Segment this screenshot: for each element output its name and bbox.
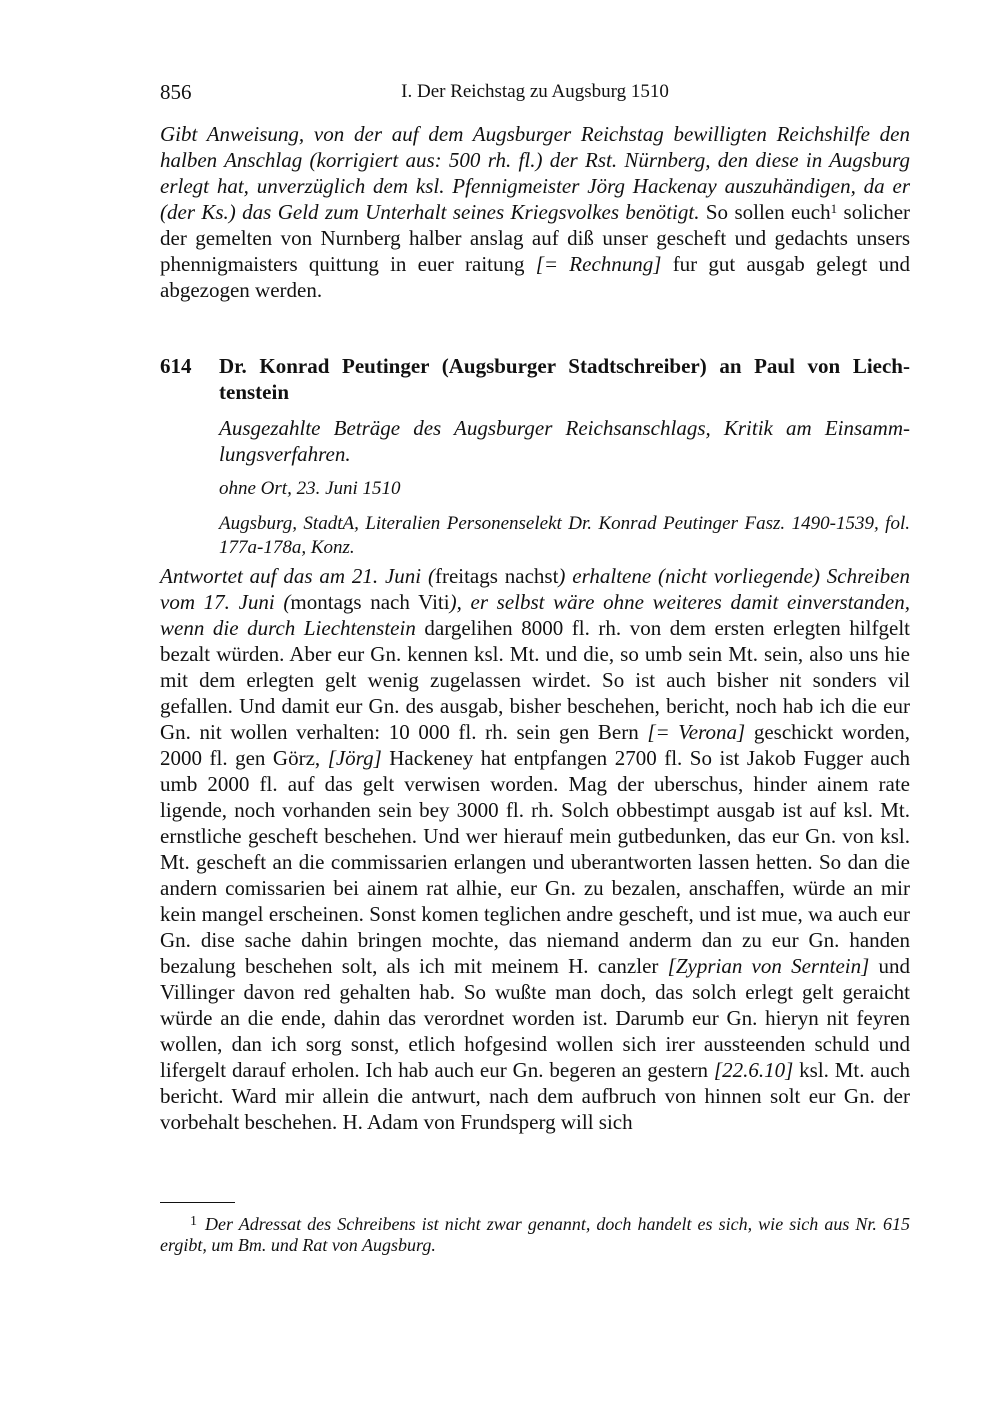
editorial-gloss: [Jörg]: [327, 746, 382, 770]
document-heading: [160, 353, 910, 560]
footnote-mark: 1: [190, 1214, 197, 1229]
page-header: [160, 80, 910, 108]
previous-text-1: So sollen euch: [705, 200, 831, 224]
document-regest: Ausgezahlte Beträge des Augsburger Reichsanschlags, Kritik am Einsammlungsverfahren.: [219, 416, 910, 466]
footnote: [160, 1211, 910, 1256]
editorial-gloss: [= Rechnung]: [535, 252, 662, 276]
previous-document-end: [160, 121, 910, 303]
document-body: [160, 563, 910, 1135]
footnote-text: Der Adressat des Schreibens ist nicht zwar genannt, doch handelt es sich, wie sich aus Nr. 615 ergibt, um Bm. und Rat von Augsburg.: [160, 1214, 910, 1255]
footnote-reference[interactable]: 1: [830, 201, 838, 216]
body-text-6: und Villinger davon red gehalten hab. So wußte man doch, das solch erlegt gelt geraicht würde an die ende, dahin das verordnet worden ist. Darumb eur Gn. hieryn nit feyren wollen, dan ich sorg sonst, etlich hofgesind wollen sich irer aussteenden schuld und lifergelt darauf erholen. Ich hab auch eur Gn. begeren an gestern: [160, 954, 911, 1082]
editorial-gloss: [Zyprian von Serntein]: [667, 954, 870, 978]
body-text: [160, 563, 910, 1135]
page-number: 856: [160, 80, 192, 104]
body-italic-3: ), er selbst wäre ohne weiteres damit einverstanden, wenn die durch Liechtenstein: [160, 590, 910, 640]
document-title: Dr. Konrad Peutinger (Augsburger Stadtschreiber) an Paul von Liechtenstein: [219, 354, 910, 404]
previous-summary: Gibt Anweisung, von der auf dem Augsburger Reichstag bewilligten Reichshilfe den halben Anschlag (korrigiert aus: 500 rh. fl.) der Rst. Nürnberg, den diese in Augsburg erlegt hat, unverzüglich dem ksl. Pfennigmeister Jörg Hackenay auszuhändigen, da er (der Ks.) das Geld zum Unterhalt seines Kriegsvolkes benötigt.: [160, 122, 910, 224]
body-text-7: ksl. Mt. auch bericht. Ward mir allein die antwurt, nach dem aufbruch von hinnen solt eur Gn. der vorbehalt beschehen. H. Adam von Frundsperg will sich: [160, 1058, 911, 1134]
running-title: I. Der Reichstag zu Augsburg 1510: [401, 81, 669, 102]
document-date-place: ohne Ort, 23. Juni 1510: [219, 478, 401, 499]
document-number: 614: [160, 354, 192, 378]
body-italic-2: ) erhaltene (nicht vorliegende) Schreiben vom 17. Juni (: [160, 564, 910, 614]
footnote-divider: [160, 1202, 235, 1203]
previous-text-2: solicher der gemelten von Nurnberg halber anslag auf diß unser gescheft und gedachts unsers phennigmaisters quittung in euer raitung: [160, 200, 911, 276]
body-text-1: freitags nachst: [434, 564, 559, 588]
body-text-5: Hackeney hat entpfangen 2700 fl. So ist Jakob Fugger auch umb 2000 fl. auf das gelt verwisen worden. Mag der uberschus, hinder ainem rate ligende, noch vorhanden sein bey 3000 fl. rh. Solch obbestimpt ausgab ist auf ksl. Mt. ernstliche gescheft beschehen. Und wer hierauf mein gutbedunken, das eur Gn. von ksl. Mt. gescheft an die commissarien erlangen und uberantworten lassen hetten. So dan die andern comissarien bei ainem rat alhie, eur Gn. zu bezalen, anschaffen, würde an mir kein mangel erscheinen. Sonst komen teglichen andre gescheft, und ist mue, wa auch eur Gn. dise sache dahin bringen mochte, das niemand anderm dan zu eur Gn. handen bezalung beschehen solt, als ich mit meinem H. canzler: [160, 746, 910, 978]
document-source: Augsburg, StadtA, Literalien Personenselekt Dr. Konrad Peutinger Fasz. 1490-1539, fol. 177a-178a, Konz.: [219, 513, 910, 558]
body-italic-1: Antwortet auf das am 21. Juni (: [160, 564, 435, 588]
previous-document-text: [160, 121, 910, 303]
editorial-gloss: [22.6.10]: [713, 1058, 794, 1082]
body-text-4: geschickt worden, 2000 fl. gen Görz,: [160, 720, 910, 770]
body-text-3: dargelihen 8000 fl. rh. von dem ersten erlegten hilfgelt bezalt würden. Aber eur Gn. kennen ksl. Mt. und die, so umb sein Mt. sein, also uns hie mit dem erlegten gelt wenig zugelassen wirdet. So ist auch bisher nit sonders vil gefallen. Und damit eur Gn. des ausgab, bisher beschehen, bericht, noch hab ich die eur Gn. nit wollen verhalten: 10 000 fl. rh. sein gen Bern: [160, 616, 911, 744]
previous-text-3: fur gut ausgab gelegt und abgezogen werden.: [160, 252, 911, 302]
body-text-2: montags nach Viti: [290, 590, 450, 614]
editorial-gloss: [= Verona]: [647, 720, 746, 744]
